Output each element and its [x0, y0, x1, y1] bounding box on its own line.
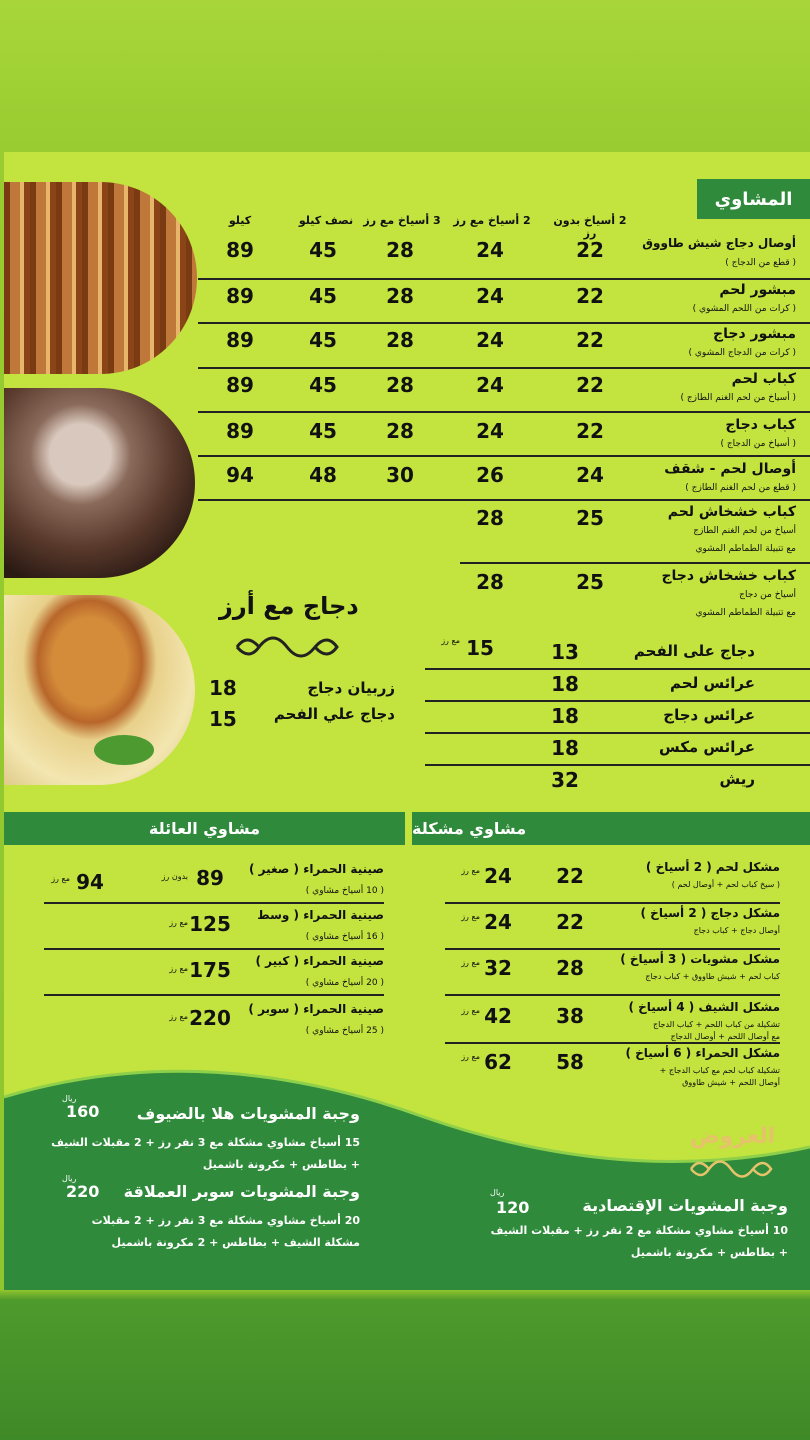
mixed-item-desc: تشكيلة من كباب اللحم + كباب الدجاج	[652, 1020, 780, 1029]
family-item-desc: ( 20 أسياخ مشاوي )	[305, 978, 384, 988]
no-rice-note: بدون رز	[161, 872, 188, 881]
offer-price: 120	[496, 1198, 530, 1217]
extra-price: 13	[551, 640, 579, 664]
grill-item-desc: ( كرات من اللحم المشوي )	[692, 304, 796, 314]
grill-item-desc: ( قطع من الدجاج )	[725, 258, 796, 268]
grill-item-name: أوصال لحم - شقف	[664, 461, 796, 477]
family-price: 89	[196, 866, 224, 890]
grill-price: 28	[386, 284, 414, 308]
mixed-price: 22	[556, 910, 584, 934]
col-header: نصف كيلو	[298, 214, 354, 227]
grill-price: 24	[576, 463, 604, 487]
grill-price: 24	[476, 238, 504, 262]
family-price: 125	[189, 912, 231, 936]
grill-price: 45	[309, 238, 337, 262]
row-divider	[198, 411, 810, 413]
grill-item-name: أوصال دجاج شيش طاووق	[642, 236, 796, 250]
grill-item-desc: أسياخ من لحم الغنم الطازج	[693, 526, 796, 536]
meat-photo	[4, 388, 195, 578]
grill-item-name: كباب خشخاش لحم	[667, 504, 796, 520]
extra-item-name: عرائس مكس	[659, 738, 755, 756]
row-divider	[425, 732, 810, 734]
rice-note: مع رز	[51, 874, 70, 883]
row-divider	[198, 367, 810, 369]
mixed-price-rice: 42	[484, 1004, 512, 1028]
row-divider	[425, 700, 810, 702]
grill-title: المشاوي	[697, 179, 810, 219]
mixed-item-name: مشكل لحم ( 2 أسياخ )	[645, 860, 780, 874]
offer-desc: مشكلة الشيف + بطاطس + 2 مكرونة باشميل	[111, 1236, 360, 1249]
row-divider	[44, 948, 384, 950]
grill-price: 22	[576, 284, 604, 308]
grill-price: 30	[386, 463, 414, 487]
extra-price: 18	[551, 736, 579, 760]
extra-price: 32	[551, 768, 579, 792]
menu-page	[4, 152, 810, 1290]
rice-item-name: دجاج علي الفحم	[273, 705, 395, 723]
mixed-price-rice: 24	[484, 910, 512, 934]
family-item-desc: ( 16 أسياخ مشاوي )	[305, 932, 384, 942]
rice-note: مع رز	[461, 866, 480, 875]
grill-price: 28	[386, 328, 414, 352]
mixed-item-name: مشكل الشيف ( 4 أسياخ )	[628, 1000, 780, 1014]
currency-label: ريال	[62, 1094, 77, 1103]
grill-price: 89	[226, 284, 254, 308]
mixed-price-rice: 62	[484, 1050, 512, 1074]
col-header: 2 أسياخ مع رز	[453, 214, 531, 227]
grill-item-name: كباب دجاج	[725, 417, 796, 433]
mixed-price-rice: 24	[484, 864, 512, 888]
mixed-item-name: مشكل مشويات ( 3 أسياخ )	[620, 952, 780, 966]
grill-item-desc: ( كرات من الدجاج المشوي )	[688, 348, 796, 358]
row-divider	[445, 1042, 780, 1044]
grill-item-desc: ( أسياخ من لحم الغنم الطازج )	[680, 393, 796, 403]
grill-price: 89	[226, 328, 254, 352]
row-divider	[44, 994, 384, 996]
ornament-icon	[686, 1154, 776, 1184]
grill-price: 28	[386, 373, 414, 397]
col-header: كيلو	[228, 214, 252, 227]
chicken-rice-photo	[4, 595, 195, 785]
row-divider	[445, 994, 780, 996]
rice-note: مع رز	[169, 1012, 188, 1021]
grill-price: 45	[309, 328, 337, 352]
grill-price: 89	[226, 373, 254, 397]
grill-price: 48	[309, 463, 337, 487]
row-divider	[198, 322, 810, 324]
rice-note: مع رز	[461, 958, 480, 967]
row-divider	[198, 499, 810, 501]
mixed-item-desc: تشكيلة كباب لحم مع كباب الدجاج +	[659, 1066, 780, 1075]
mixed-item-desc: كباب لحم + شيش طاووق + كباب دجاج	[645, 972, 780, 981]
offer-name: وجبة المشويات الإقتصادية	[582, 1196, 788, 1215]
mixed-item-desc: أوصال اللحم + شيش طاووق	[682, 1078, 780, 1087]
col-header: 3 أسياخ مع رز	[363, 214, 441, 227]
offer-desc: 15 أسياخ مشاوي مشكلة مع 3 نفر رز + 2 مقبلات الشيف	[51, 1136, 360, 1149]
grill-price: 24	[476, 419, 504, 443]
mixed-price: 22	[556, 864, 584, 888]
grill-price: 45	[309, 373, 337, 397]
grill-price: 26	[476, 463, 504, 487]
grill-price: 28	[386, 419, 414, 443]
grill-price: 25	[576, 570, 604, 594]
extra-item-name: عرائس دجاج	[663, 706, 755, 724]
currency-label: ريال	[62, 1174, 77, 1183]
grill-price: 94	[226, 463, 254, 487]
rice-note: مع رز	[461, 1052, 480, 1061]
offer-desc: + بطاطس + مكرونة باشميل	[630, 1246, 788, 1259]
rice-item-price: 18	[209, 676, 237, 700]
family-item-name: صينية الحمراء ( وسط	[257, 908, 384, 922]
family-price: 175	[189, 958, 231, 982]
offer-desc: + بطاطس + مكرونة باشميل	[202, 1158, 360, 1171]
mixed-item-desc: ( سيخ كباب لحم + أوصال لحم )	[671, 880, 780, 889]
row-divider	[445, 902, 780, 904]
grill-price: 28	[476, 570, 504, 594]
extra-price: 18	[551, 672, 579, 696]
grill-item-desc: مع تتبيلة الطماطم المشوي	[695, 608, 796, 618]
offer-desc: 20 أسياخ مشاوي مشكلة مع 3 نفر رز + 2 مقبلات	[91, 1214, 360, 1227]
grill-price: 22	[576, 328, 604, 352]
grill-item-name: كباب لحم	[731, 371, 796, 387]
family-title: مشاوي العائلة	[4, 812, 405, 845]
col-header: 2 أسياخ بدون رز	[553, 214, 627, 240]
mixed-price: 28	[556, 956, 584, 980]
row-divider	[44, 902, 384, 904]
extra-price-rice: 15	[466, 636, 494, 660]
grill-item-name: كباب خشخاش دجاج	[661, 568, 796, 584]
family-item-desc: ( 25 أسياخ مشاوي )	[305, 1026, 384, 1036]
ornament-icon	[232, 630, 342, 664]
rice-note: مع رز	[441, 636, 460, 645]
grill-price: 22	[576, 373, 604, 397]
offer-price: 220	[66, 1182, 100, 1201]
mixed-price: 58	[556, 1050, 584, 1074]
mixed-item-desc: أوصال دجاج + كباب دجاج	[693, 926, 780, 935]
offer-desc: 10 أسياخ مشاوي مشكلة مع 2 نفر رز + مقبلات الشيف	[490, 1224, 788, 1237]
family-price: 220	[189, 1006, 231, 1030]
rice-note: مع رز	[461, 1006, 480, 1015]
row-divider	[198, 278, 810, 280]
grill-price: 22	[576, 419, 604, 443]
grill-item-name: مبشور لحم	[719, 282, 796, 298]
grill-price: 28	[476, 506, 504, 530]
family-price-rice: 94	[76, 870, 104, 894]
extra-item-name: عرائس لحم	[670, 674, 755, 692]
family-item-name: صينية الحمراء ( سوبر )	[248, 1002, 384, 1016]
mixed-price: 38	[556, 1004, 584, 1028]
row-divider	[425, 764, 810, 766]
grill-price: 22	[576, 238, 604, 262]
rice-item-name: زربيان دجاج	[307, 679, 395, 697]
family-item-desc: ( 10 أسياخ مشاوي )	[305, 886, 384, 896]
grill-price: 45	[309, 284, 337, 308]
extra-item-name: ريش	[719, 770, 755, 788]
extra-price: 18	[551, 704, 579, 728]
family-item-name: صينية الحمراء ( كبير )	[255, 954, 384, 968]
row-divider	[445, 948, 780, 950]
row-divider	[425, 668, 810, 670]
offers-title: العروض	[690, 1124, 776, 1149]
rice-note: مع رز	[169, 918, 188, 927]
grill-price: 24	[476, 328, 504, 352]
rice-title: دجاج مع أرز	[219, 592, 359, 620]
grill-item-desc: أسياخ من دجاج	[739, 590, 796, 600]
currency-label: ريال	[490, 1188, 505, 1197]
grill-item-name: مبشور دجاج	[713, 326, 796, 342]
grill-price: 24	[476, 284, 504, 308]
rice-item-price: 15	[209, 707, 237, 731]
grill-price: 28	[386, 238, 414, 262]
grill-price: 25	[576, 506, 604, 530]
grill-item-desc: ( قطع من لحم الغنم الطازج )	[685, 483, 796, 493]
offer-name: وجبة المشويات هلا بالضيوف	[136, 1104, 360, 1123]
offer-name: وجبة المشويات سوبر العملاقة	[123, 1182, 360, 1201]
row-divider	[198, 455, 810, 457]
rice-note: مع رز	[461, 912, 480, 921]
rice-note: مع رز	[169, 964, 188, 973]
offer-price: 160	[66, 1102, 100, 1121]
mixed-title: مشاوي مشكلة	[412, 812, 810, 845]
mixed-item-name: مشكل الحمراء ( 6 أسياخ )	[625, 1046, 780, 1060]
grill-price: 89	[226, 419, 254, 443]
skewers-photo	[4, 182, 197, 374]
mixed-price-rice: 32	[484, 956, 512, 980]
grill-price: 89	[226, 238, 254, 262]
family-item-name: صينية الحمراء ( صغير )	[248, 862, 384, 876]
grill-item-desc: ( أسياخ من الدجاج )	[720, 439, 796, 449]
grill-price: 24	[476, 373, 504, 397]
mixed-item-desc: مع أوصال اللحم + أوصال الدجاج	[670, 1032, 780, 1041]
extra-item-name: دجاج على الفحم	[633, 642, 755, 660]
mixed-item-name: مشكل دجاج ( 2 أسياخ )	[640, 906, 780, 920]
row-divider	[460, 562, 810, 564]
grill-item-desc: مع تتبيلة الطماطم المشوي	[695, 544, 796, 554]
grill-price: 45	[309, 419, 337, 443]
